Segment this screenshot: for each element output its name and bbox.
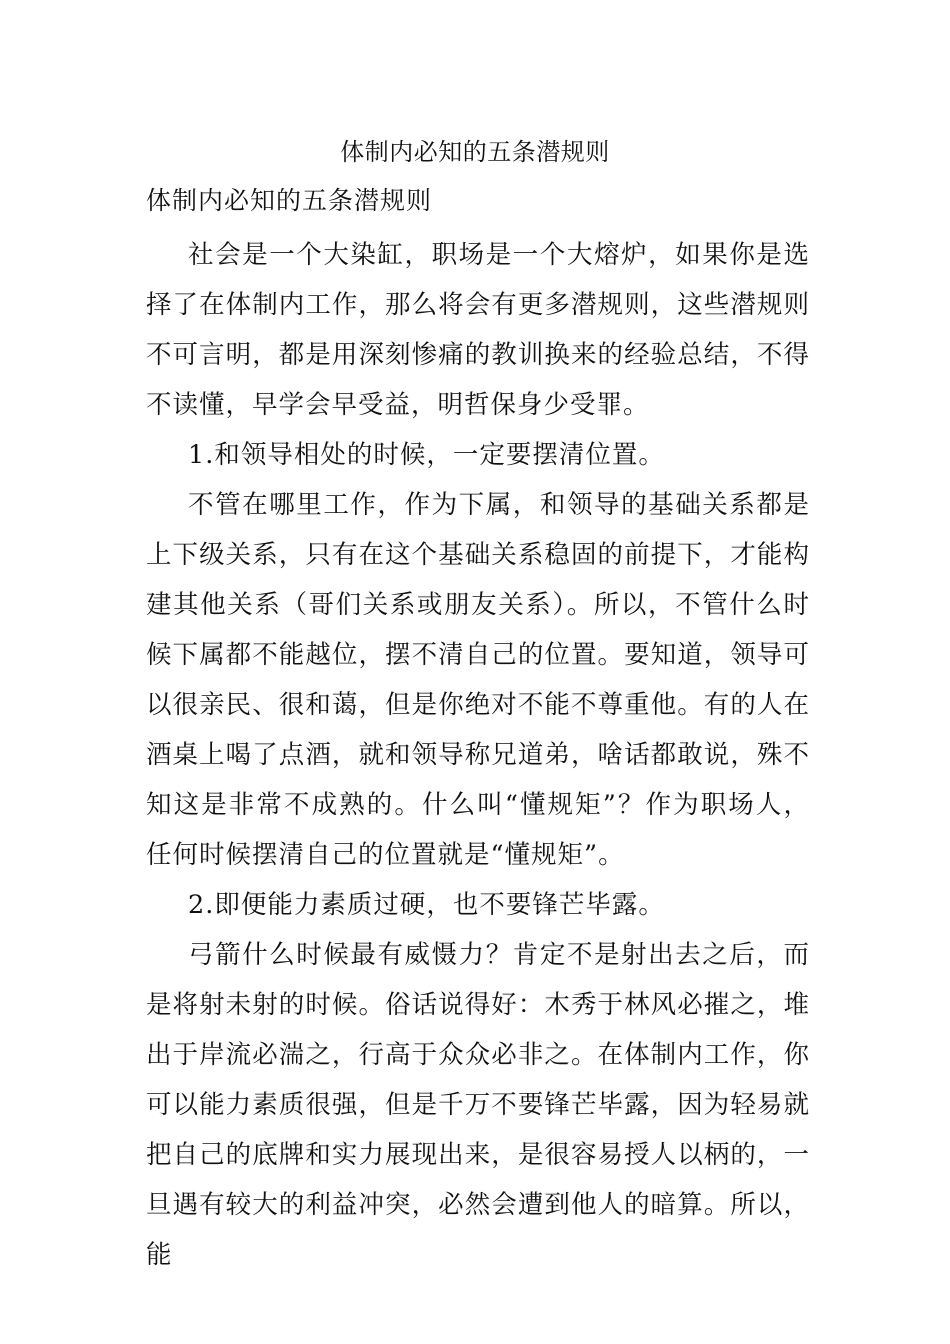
section-heading-1: 1.和领导相处的时候，一定要摆清位置。 — [188, 440, 665, 470]
document-title: 体制内必知的五条潜规则 — [340, 138, 610, 166]
paragraph-section-2: 弓箭什么时候最有威慑力？肯定不是射出去之后，而是将射未射的时候。俗话说得好：木秀于林风必摧之，堆出于岸流必湍之，行高于众众必非之。在体制内工作，你可以能力素质很强，但是千万不要锋芒毕露，因为轻易就把自己的底牌和实力展现出来，是很容易授人以柄的，一旦遇有较大的利益冲突，必然会遭到他人的暗算。所以，能 — [146, 940, 810, 1270]
paragraph-section-1: 不管在哪里工作，作为下属，和领导的基础关系都是上下级关系，只有在这个基础关系稳固的前提下，才能构建其他关系（哥们关系或朋友关系）。所以，不管什么时候下属都不能越位，摆不清自己的位置。要知道，领导可以很亲民、很和蔼，但是你绝对不能不尊重他。有的人在酒桌上喝了点酒，就和领导称兄道弟，啥话都敢说，殊不知这是非常不成熟的。什么叫“懂规矩”？作为职场人，任何时候摆清自己的位置就是“懂规矩”。 — [146, 490, 810, 870]
section-heading-2: 2.即便能力素质过硬，也不要锋芒毕露。 — [188, 890, 665, 920]
document-body — [146, 180, 810, 1280]
document-subtitle: 体制内必知的五条潜规则 — [146, 186, 433, 215]
paragraph-intro: 社会是一个大染缸，职场是一个大熔炉，如果你是选择了在体制内工作，那么将会有更多潜规则，这些潜规则不可言明，都是用深刻惨痛的教训换来的经验总结，不得不读懂，早学会早受益，明哲保身少受罪。 — [146, 240, 810, 420]
